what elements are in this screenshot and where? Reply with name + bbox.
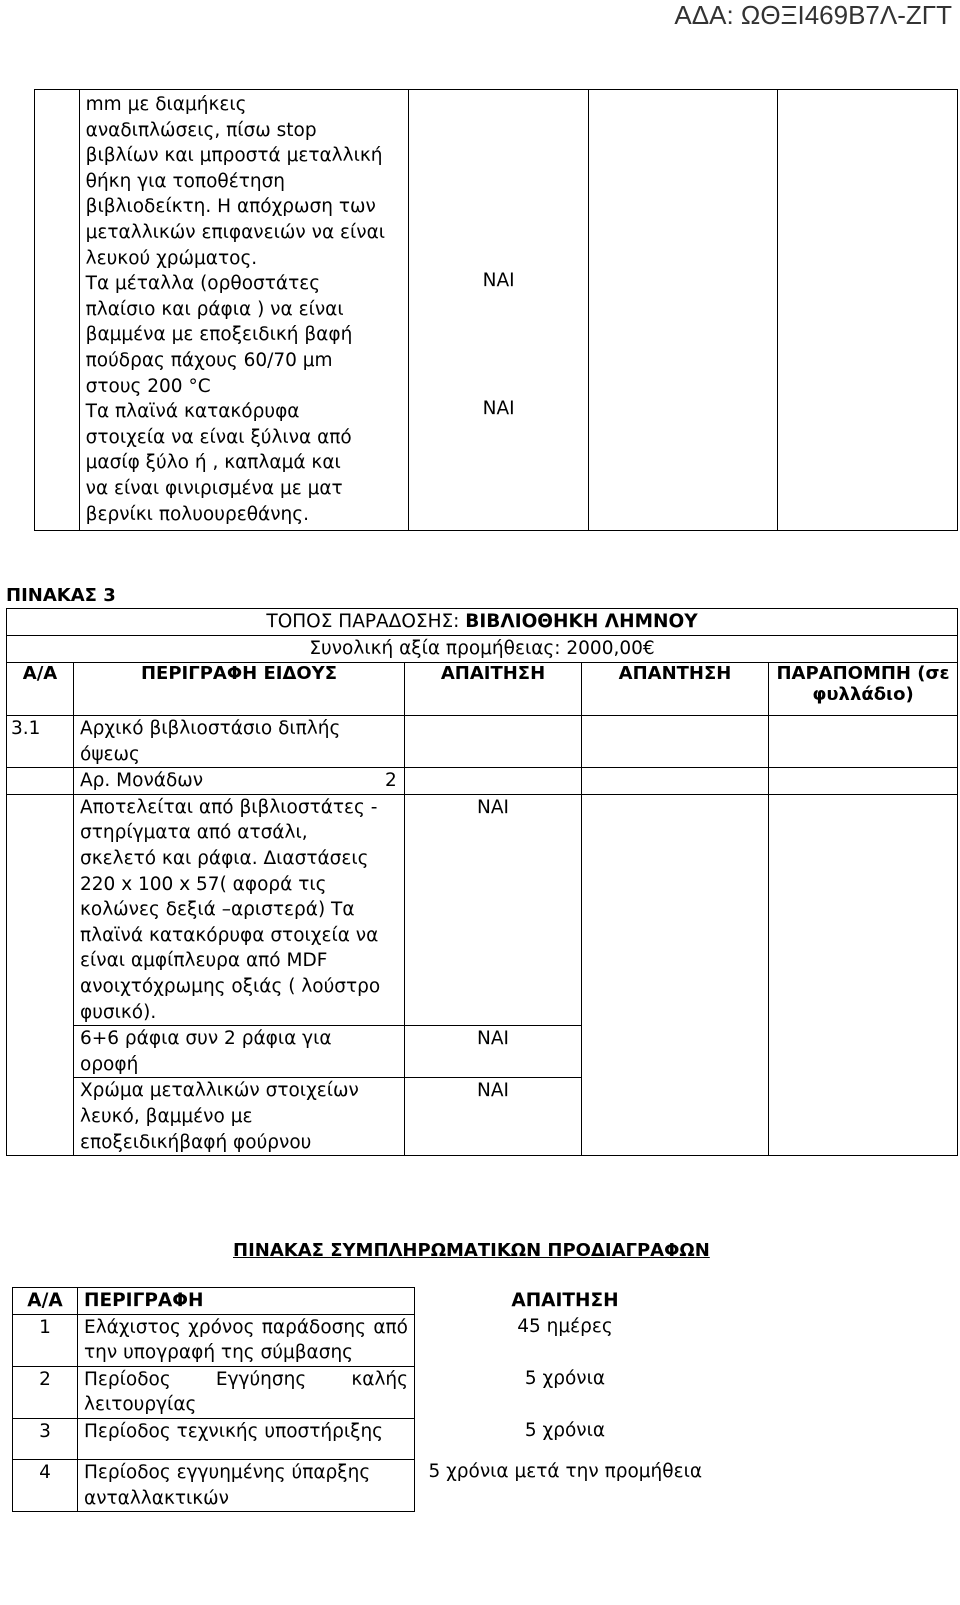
col-header-reference: ΠΑΡΑΠΟΜΠΗ (σε φυλλάδιο): [769, 663, 958, 716]
empty-cell: [582, 716, 769, 768]
row-requirement: 5 χρόνια μετά την προμήθεια: [428, 1461, 703, 1483]
spec-requirement: ΝΑΙ: [405, 1078, 582, 1156]
item-number: 3.1: [7, 716, 74, 768]
spec-description: 6+6 ράφια συν 2 ράφια για οροφή: [74, 1026, 405, 1078]
row-number: 1: [13, 1314, 78, 1366]
col-header-aa: Α/Α: [13, 1288, 78, 1315]
spec-description: Αποτελείται από βιβλιοστάτες - στηρίγματα από ατσάλι, σκελετό και ράφια. Διαστάσεις 220 x 100 x 57( αφορά τις κολώνες δεξιά –αριστερά) Τα πλαϊνά κατακόρυφα στοιχεία να είναι αμφίπλευρα από MDF ανοιχτόχρωμης οξιάς ( λούστρο φυσικό).: [74, 794, 405, 1025]
description-line: Τα μέταλλα (ορθοστάτες: [85, 273, 321, 295]
delivery-place-row: [7, 609, 958, 636]
requirement-value: ΝΑΙ: [482, 398, 515, 419]
description-text: [80, 90, 409, 527]
col-header-requirement: ΑΠΑΙΤΗΣΗ: [405, 663, 582, 716]
aa-cell: [35, 90, 80, 531]
row-number: 4: [13, 1459, 78, 1511]
delivery-place-prefix: ΤΟΠΟΣ ΠΑΡΑΔΟΣΗΣ:: [266, 611, 466, 632]
supplementary-title: ΠΙΝΑΚΑΣ ΣΥΜΠΛΗΡΩΜΑΤΙΚΩΝ ΠΡΟΔΙΑΓΡΑΦΩΝ: [233, 1240, 710, 1261]
col-header-requirement: ΑΠΑΙΤΗΣΗ: [511, 1289, 619, 1311]
supplementary-table: [12, 1287, 716, 1512]
empty-cell: [7, 794, 74, 1155]
empty-cell: [769, 768, 958, 795]
row-requirement: 45 ημέρες: [517, 1316, 613, 1338]
table-row: [13, 1459, 716, 1511]
description-line: θήκη για τοποθέτηση: [85, 170, 286, 192]
description-line: μεταλλικών επιφανειών να είναι: [85, 221, 386, 243]
col-header-description: ΠΕΡΙΓΡΑΦΗ ΕΙΔΟΥΣ: [74, 663, 405, 716]
description-line: Τα πλαϊνά κατακόρυφα: [85, 401, 300, 423]
description-line: αναδιπλώσεις, πίσω stop: [85, 119, 317, 141]
col-header-description: ΠΕΡΙΓΡΑΦΗ: [78, 1288, 415, 1315]
units-row: [74, 768, 405, 795]
reference-cell: [769, 794, 958, 1155]
reference-cell: [778, 90, 958, 531]
item-title: Αρχικό βιβλιοστάσιο διπλής όψεως: [74, 716, 405, 768]
empty-cell: [405, 716, 582, 768]
row-requirement: 5 χρόνια: [524, 1420, 606, 1442]
empty-cell: [769, 716, 958, 768]
row-requirement: 5 χρόνια: [524, 1368, 606, 1390]
description-line: βιβλίων και μπροστά μεταλλική: [85, 145, 383, 167]
col-header-aa: Α/Α: [7, 663, 74, 716]
document-code: ΑΔΑ: ΩΘΞΙ469Β7Λ-ΖΓΤ: [674, 0, 952, 30]
delivery-place-name: ΒΙΒΛΙΟΘΗΚΗ ΛΗΜΝΟΥ: [465, 611, 698, 632]
description-line: να είναι φινιρισμένα με ματ: [85, 477, 343, 499]
description-line: πούδρας πάχους 60/70 μm: [85, 349, 333, 371]
table-row: [13, 1418, 716, 1459]
response-cell: [582, 794, 769, 1155]
description-line: μασίφ ξύλο ή , καπλαμά και: [85, 452, 341, 474]
empty-cell: [582, 768, 769, 795]
spec-table-continued: [34, 89, 958, 531]
row-number: 3: [13, 1418, 78, 1459]
description-line: βαμμένα με εποξειδική βαφή: [85, 324, 353, 346]
requirement-cell: [409, 90, 589, 531]
response-cell: [588, 90, 778, 531]
empty-cell: [7, 768, 74, 795]
description-line: λευκού χρώματος.: [85, 247, 258, 269]
row-description: Περίοδος εγγυημένης ύπαρξης ανταλλακτικών: [78, 1459, 415, 1511]
spec-requirement: ΝΑΙ: [405, 794, 582, 1025]
empty-cell: [405, 768, 582, 795]
description-line: βερνίκι πολυουρεθάνης.: [85, 503, 310, 525]
row-number: 2: [13, 1366, 78, 1418]
description-cell: [79, 90, 409, 531]
units-label: Αρ. Μονάδων: [80, 770, 204, 792]
units-value: 2: [385, 770, 397, 792]
row-description: Ελάχιστος χρόνος παράδοσης από την υπογραφή της σύμβασης: [78, 1314, 415, 1366]
table-3-label: ΠΙΝΑΚΑΣ 3: [6, 585, 116, 606]
requirement-value: ΝΑΙ: [482, 270, 515, 291]
row-description: Περίοδος Εγγύησης καλής λειτουργίας: [78, 1366, 415, 1418]
table-row: [13, 1314, 716, 1366]
spec-description: Χρώμα μεταλλικών στοιχείων λευκό, βαμμένο με εποξειδικήβαφή φούρνου: [74, 1078, 405, 1156]
total-value-row: Συνολική αξία προμήθειας: 2000,00€: [7, 636, 958, 663]
description-line: στους 200 °C: [85, 375, 211, 397]
table-row: [13, 1366, 716, 1418]
row-description: Περίοδος τεχνικής υποστήριξης: [78, 1418, 415, 1459]
description-line: πλαίσιο και ράφια ) να είναι: [85, 298, 344, 320]
description-line: στοιχεία να είναι ξύλινα από: [85, 426, 352, 448]
description-line: βιβλιοδείκτη. Η απόχρωση των: [85, 196, 376, 218]
spec-requirement: ΝΑΙ: [405, 1026, 582, 1078]
description-line: mm με διαμήκεις: [85, 94, 247, 115]
col-header-response: ΑΠΑΝΤΗΣΗ: [582, 663, 769, 716]
table-3: [6, 608, 958, 1156]
